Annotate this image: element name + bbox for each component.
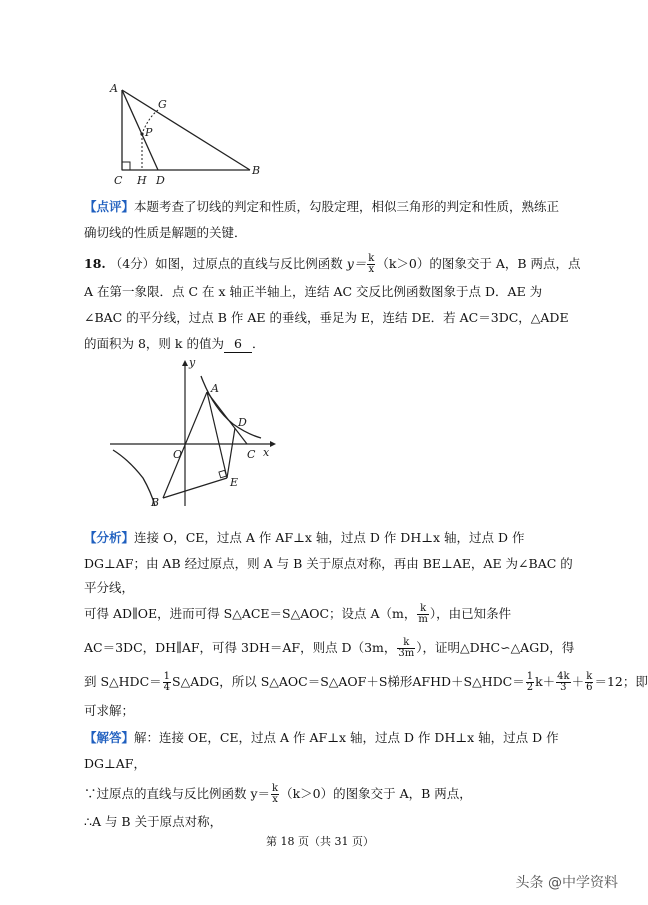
watermark: 头条 @中学资料 bbox=[515, 875, 618, 891]
q18-func-y: y＝ bbox=[346, 256, 367, 271]
label-D: D bbox=[156, 174, 165, 187]
analysis-line-2: DG⊥AF；由 AB 经过原点，则 A 与 B 关于原点对称，再由 BE⊥AE，AE 为∠BAC 的 bbox=[84, 556, 573, 571]
point-P bbox=[140, 132, 143, 135]
right-angle-mark bbox=[122, 162, 130, 170]
x-axis-arrow bbox=[270, 441, 276, 447]
label-D: D bbox=[238, 416, 247, 429]
label-G: G bbox=[158, 98, 167, 111]
page-footer: 第 18 页（共 31 页） bbox=[266, 835, 374, 848]
label-A: A bbox=[211, 382, 219, 395]
q18-line-1 bbox=[84, 254, 581, 275]
label-x: x bbox=[263, 446, 270, 459]
fraction-1-4: $\frac{1}{4}$ bbox=[163, 671, 171, 693]
segment-AB bbox=[122, 90, 250, 170]
label-B: B bbox=[252, 164, 261, 177]
q18-cond: （k＞0）的图象交于 A，B 两点，点 bbox=[376, 256, 581, 271]
q18-answer: 6 bbox=[224, 336, 252, 353]
hyperbola-branch-3 bbox=[113, 450, 155, 506]
analysis-tag: 【分析】 bbox=[84, 530, 135, 545]
solution-line-1: 【解答】解：连接 OE，CE，过点 A 作 AF⊥x 轴，过点 D 作 DH⊥x 轴，过点 D 作 bbox=[84, 730, 559, 745]
right-angle-mark bbox=[219, 470, 226, 477]
label-C: C bbox=[114, 174, 123, 187]
analysis-line-6: 到 S△HDC＝ $\frac{1}{4}$ S△ADG，所以 S△AOC＝S△AOF＋S梯形AFHD＋S△HDC＝ $\frac{1}{2}$ k＋ $\frac{4k}{3}$ ＋ $\frac{k}{6}$ ＝12；即 bbox=[84, 671, 648, 693]
q18-line-2: A 在第一象限．点 C 在 x 轴正半轴上，连结 AC 交反比例函数图象于点 D．AE 为 bbox=[84, 284, 543, 299]
analysis-line-5: AC＝3DC，DH∥AF，可得 3DH＝AF，则点 D（3m， $\frac{k}{3m}$ ），证明△DHC∽△AGD，得 bbox=[84, 637, 575, 659]
q18-score: （4分）如图，过原点的直线与反比例函数 bbox=[109, 256, 343, 271]
solution-tag: 【解答】 bbox=[84, 730, 135, 745]
label-B: B bbox=[151, 496, 160, 509]
segment-DE bbox=[227, 428, 235, 478]
analysis-line-4: 可得 AD∥OE，进而可得 S△ACE＝S△AOC；设点 A（m， $\frac{k}{m}$ ），由已知条件 bbox=[84, 603, 512, 625]
analysis-line-3: 平分线， bbox=[84, 580, 135, 595]
fraction-k-over-3m: $\frac{k}{3m}$ bbox=[398, 637, 415, 659]
label-y: y bbox=[189, 356, 196, 369]
label-A: A bbox=[110, 82, 118, 95]
q18-func-fraction: $\frac{k}{x}$ bbox=[368, 253, 375, 275]
segment-BE bbox=[163, 478, 227, 498]
analysis-line-1: 【分析】连接 O，CE，过点 A 作 AF⊥x 轴，过点 D 作 DH⊥x 轴，过点 D 作 bbox=[84, 530, 525, 545]
label-H: H bbox=[137, 174, 147, 187]
analysis-line-7: 可求解； bbox=[84, 703, 135, 718]
fraction-k-6: $\frac{k}{6}$ bbox=[586, 671, 593, 693]
coordinate-figure bbox=[105, 356, 280, 516]
review-text-1: 本题考查了切线的判定和性质，勾股定理，相似三角形的判定和性质，熟练正 bbox=[134, 199, 560, 214]
y-axis-arrow bbox=[182, 360, 188, 366]
q18-line-4: 的面积为 8，则 k 的值为 6 ． bbox=[84, 336, 265, 351]
label-O: O bbox=[173, 448, 183, 461]
review-line-2: 确切线的性质是解题的关键． bbox=[84, 225, 247, 240]
triangle-figure bbox=[100, 78, 275, 190]
review-tag: 【点评】 bbox=[84, 199, 135, 214]
fraction-1-2: $\frac{1}{2}$ bbox=[526, 671, 534, 693]
label-C: C bbox=[247, 448, 256, 461]
solution-line-3: ∵过原点的直线与反比例函数 y＝ $\frac{k}{x}$ （k＞0）的图象交于 A，B 两点， bbox=[84, 783, 472, 805]
q18-line-3: ∠BAC 的平分线，过点 B 作 AE 的垂线，垂足为 E，连结 DE．若 AC＝3DC，△ADE bbox=[84, 310, 569, 325]
review-line-1 bbox=[84, 199, 559, 215]
solution-line-2: DG⊥AF， bbox=[84, 756, 146, 771]
fraction-k-over-m: $\frac{k}{m}$ bbox=[418, 603, 428, 625]
q18-number: 18. bbox=[84, 256, 106, 271]
label-P: P bbox=[145, 126, 153, 139]
label-E: E bbox=[230, 476, 239, 489]
solution-line-4: ∴A 与 B 关于原点对称， bbox=[84, 814, 223, 829]
fraction-k-over-x: $\frac{k}{x}$ bbox=[272, 783, 279, 805]
fraction-4k-3: $\frac{4k}{3}$ bbox=[557, 671, 570, 693]
